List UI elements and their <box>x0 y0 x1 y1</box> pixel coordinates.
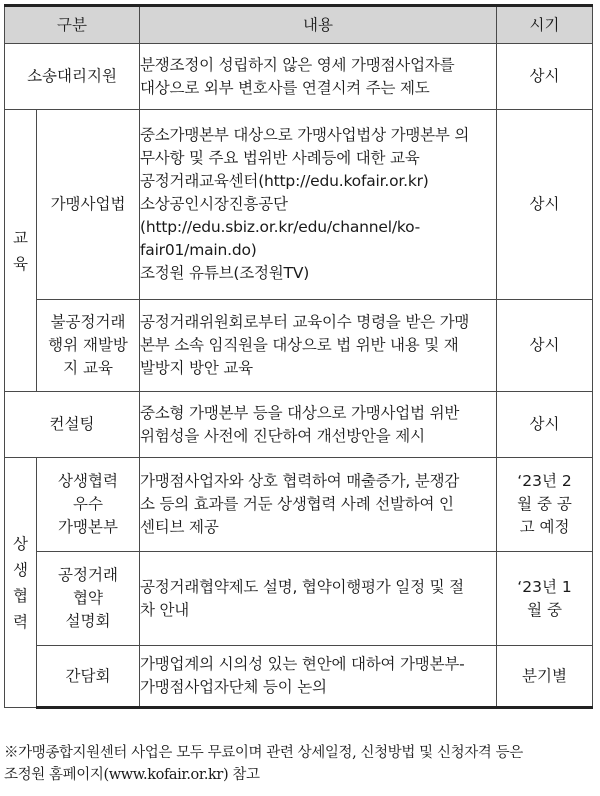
category-consulting: 컨설팅 <box>5 392 140 458</box>
header-category: 구분 <box>5 6 140 44</box>
table-row-lawsuit <box>5 44 593 110</box>
period-consulting: 상시 <box>497 392 593 458</box>
period-excellent: ‘23년 2 월 중 공 고 예정 <box>497 458 593 552</box>
table-row-briefing <box>5 552 593 646</box>
content-meeting: 가맹업계의 시의성 있는 현안에 대하여 가맹본부- 가맹점사업자단체 등이 논의 <box>140 646 497 708</box>
table-header-row <box>5 6 593 44</box>
table-row-franchise-law <box>5 110 593 300</box>
header-period: 시기 <box>497 6 593 44</box>
content-briefing: 공정거래협약제도 설명, 협약이행평가 일정 및 절 차 안내 <box>140 552 497 646</box>
content-lawsuit: 분쟁조정이 성립하지 않은 영세 가맹점사업자를 대상으로 외부 변호사를 연결시켜 주는 제도 <box>140 44 497 110</box>
category-briefing: 공정거래 협약 설명회 <box>37 552 140 646</box>
content-excellent: 가맹점사업자와 상호 협력하여 매출증가, 분쟁감 소 등의 효과를 거둔 상생협력 사례 선발하여 인 센티브 제공 <box>140 458 497 552</box>
content-recurrence: 공정거래위원회로부터 교육이수 명령을 받은 가맹 본부 소속 임직원을 대상으로 법 위반 내용 및 재 발방지 방안 교육 <box>140 300 497 392</box>
content-consulting: 중소형 가맹본부 등을 대상으로 가맹사업법 위반 위험성을 사전에 진단하여 개선방안을 제시 <box>140 392 497 458</box>
table-row-meeting <box>5 646 593 708</box>
header-content: 내용 <box>140 6 497 44</box>
period-franchise-law: 상시 <box>497 110 593 300</box>
table-row-consulting <box>5 392 593 458</box>
category-lawsuit: 소송대리지원 <box>5 44 140 110</box>
footnote: ※가맹종합지원센터 사업은 모두 무료이며 관련 상세일정, 신청방법 및 신청자격 등은 조정원 홈페이지(www.kofair.or.kr) 참고 <box>4 745 523 783</box>
period-lawsuit: 상시 <box>497 44 593 110</box>
group-education: 교육 <box>5 110 37 392</box>
group-cooperation: 상생협력 <box>5 458 37 708</box>
category-recurrence: 불공정거래 행위 재발방 지 교육 <box>37 300 140 392</box>
content-franchise-law: 중소가맹본부 대상으로 가맹사업법상 가맹본부 의 무사항 및 주요 법위반 사례등에 대한 교육 공정거래교육센터(http://edu.kofair.or.kr) 소상공인시장진흥공단 (http://edu.sbiz.or.kr/edu/channel/ko- fair01/main.do) 조정원 유튜브(조정원TV) <box>140 110 497 300</box>
category-franchise-law: 가맹사업법 <box>37 110 140 300</box>
category-meeting: 간담회 <box>37 646 140 708</box>
category-excellent: 상생협력 우수 가맹본부 <box>37 458 140 552</box>
table-row-excellent <box>5 458 593 552</box>
table-row-recurrence <box>5 300 593 392</box>
period-recurrence: 상시 <box>497 300 593 392</box>
period-meeting: 분기별 <box>497 646 593 708</box>
support-programs-table <box>4 4 593 709</box>
period-briefing: ‘23년 1 월 중 <box>497 552 593 646</box>
